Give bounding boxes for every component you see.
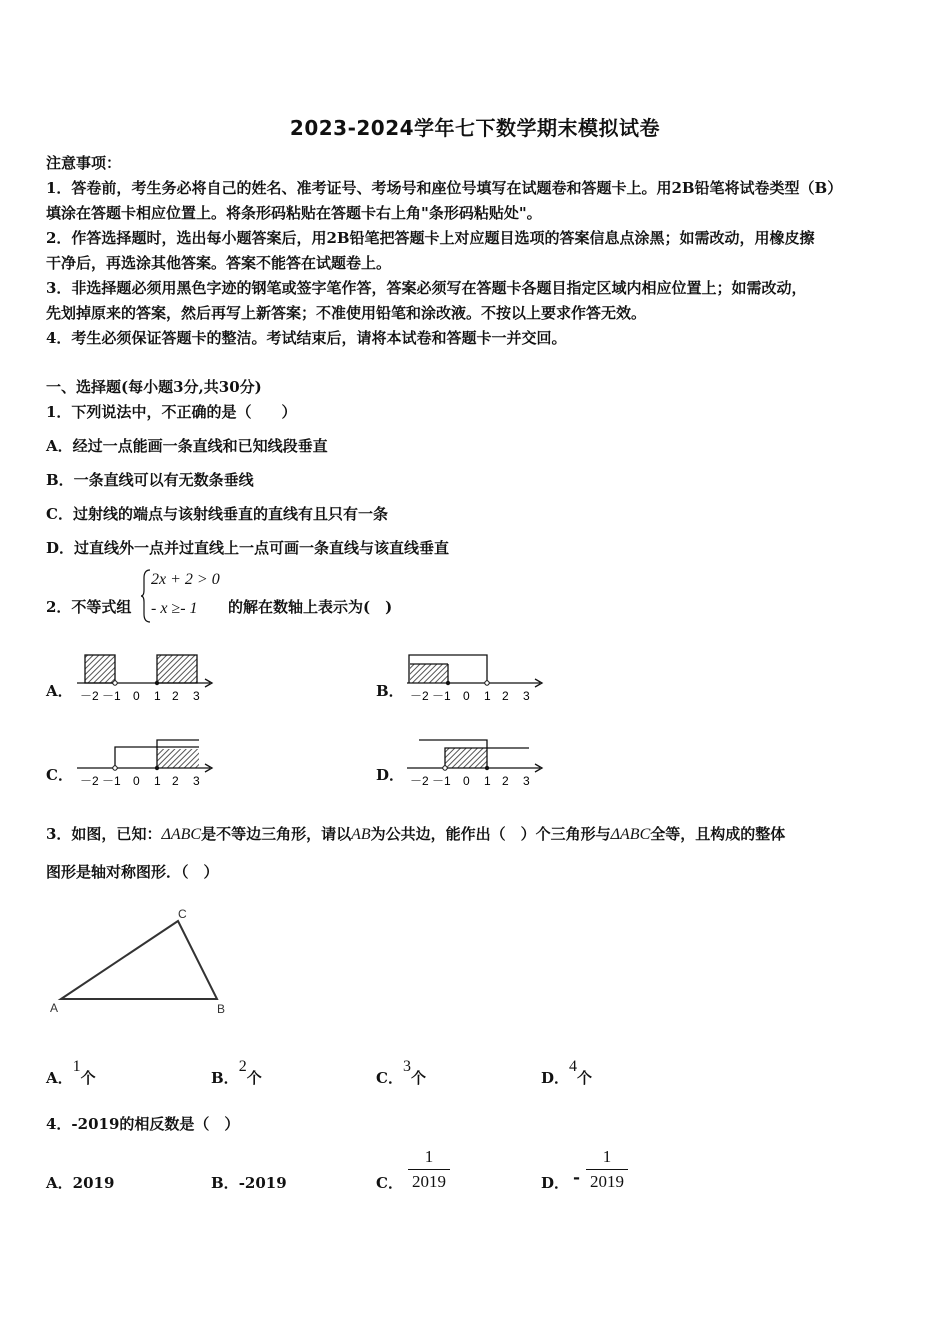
tick-label: －2 [80,689,99,703]
q4-option-a: A．2019 [46,1174,115,1192]
number-line-d [405,735,550,790]
q3-option-d: D．4个 [541,1058,593,1087]
vertex-b-label: B [217,1002,226,1016]
q1-option-d: D．过直线外一点并过直线上一点可画一条直线与该直线垂直 [46,539,450,557]
tick-label: －2 [80,774,99,788]
notice-line: 3．非选择题必须用黑色字迹的钢笔或签字笔作答，答案必须写在答题卡各题目指定区域内相应位置上；如需改动， [46,279,807,297]
tick-label: －1 [432,689,451,703]
notice-line: 1．答卷前，考生务必将自己的姓名、准考证号、考场号和座位号填写在试题卷和答题卡上。用2B铅笔将试卷类型（B） [46,179,843,197]
shaded-region [157,749,199,768]
tick-label: 3 [523,774,530,788]
question-3-line-2: 图形是轴对称图形．（ ） [46,863,219,881]
tick-label: 2 [172,689,179,703]
tick-label: 1 [484,774,491,788]
segment-ab: AB [351,826,371,843]
vertex-c-label: C [178,907,187,921]
question-4-stem: 4．-2019的相反数是（ ） [46,1115,240,1133]
triangle-figure [45,905,245,1020]
notice-line: 干净后，再选涂其他答案。答案不能答在试题卷上。 [46,254,392,272]
question-2-suffix: 的解在数轴上表示为( ) [228,598,393,616]
q2-option-c-label: C． [46,766,73,784]
open-point [485,681,489,685]
tick-label: 2 [502,689,509,703]
inequality-2: - x ≥- 1 [151,600,198,617]
tick-label: －1 [102,689,121,703]
q2-option-a-label: A． [46,682,73,700]
tick-label: 1 [154,689,161,703]
tick-label: 3 [523,689,530,703]
tick-label: 3 [193,774,200,788]
section-heading: 一、选择题(每小题3分,共30分) [46,378,262,396]
q2-option-d-label: D． [376,766,405,784]
tick-label: 0 [133,689,140,703]
tick-label: －2 [410,774,429,788]
tick-label: －2 [410,689,429,703]
tick-label: 3 [193,689,200,703]
notice-line: 2．作答选择题时，选出每小题答案后，用2B铅笔把答题卡上对应题目选项的答案信息点涂黑；如需改动，用橡皮擦 [46,229,815,247]
question-3-line-1: 3．如图，已知：ΔABC是不等边三角形，请以AB为公共边，能作出（ ）个三角形与ΔABC全等，且构成的整体 [46,825,786,843]
notice-line: 先划掉原来的答案，然后再写上新答案；不准使用铅笔和涂改液。不按以上要求作答无效。 [46,304,647,322]
fraction-d: 1 2019 [586,1146,628,1193]
negative-sign: - [573,1168,581,1188]
shaded-region [445,748,487,768]
closed-point [155,681,159,685]
q4-option-c-label: C． [376,1174,403,1192]
open-point [113,681,117,685]
shaded-region [85,655,115,683]
number-line-a [75,650,220,705]
q1-option-c: C．过射线的端点与该射线垂直的直线有且只有一条 [46,505,388,523]
closed-point [485,766,489,770]
closed-point [155,766,159,770]
fraction-c: 1 2019 [408,1146,450,1193]
question-2-prefix: 2．不等式组 [46,598,132,616]
q4-option-d-label: D． [541,1174,570,1192]
notice-heading: 注意事项： [46,154,122,172]
open-point [113,766,117,770]
tick-label: －1 [432,774,451,788]
open-point [443,766,447,770]
tick-label: 1 [484,689,491,703]
inequality-1: 2x + 2 > 0 [151,571,220,588]
closed-point [446,681,450,685]
q3-option-c: C．3个 [376,1058,426,1087]
tick-label: 1 [154,774,161,788]
notice-line: 填涂在答题卡相应位置上。将条形码粘贴在答题卡右上角"条形码粘贴处"。 [46,204,542,222]
notice-line: 4．考生必须保证答题卡的整洁。考试结束后，请将本试卷和答题卡一并交回。 [46,329,567,347]
tick-label: 0 [133,774,140,788]
q3-option-a: A．1个 [46,1058,96,1087]
triangle-abc-symbol: ΔABC [610,826,651,843]
shaded-region [410,664,448,683]
exam-title: 2023-2024学年七下数学期末模拟试卷 [289,116,661,140]
q2-option-b-label: B． [376,682,404,700]
q4-option-b: B．-2019 [211,1174,287,1192]
tick-label: －1 [102,774,121,788]
number-line-b [405,650,550,705]
vertex-a-label: A [50,1001,59,1015]
q1-option-b: B．一条直线可以有无数条垂线 [46,471,254,489]
question-1-stem: 1．下列说法中，不正确的是（ ） [46,403,297,421]
q1-option-a: A．经过一点能画一条直线和已知线段垂直 [46,437,328,455]
tick-label: 2 [172,774,179,788]
tick-label: 2 [502,774,509,788]
number-line-c [75,735,220,790]
triangle-abc [61,921,217,999]
tick-label: 0 [463,774,470,788]
q3-option-b: B．2个 [211,1058,262,1087]
triangle-abc-symbol: ΔABC [161,826,202,843]
tick-label: 0 [463,689,470,703]
shaded-region [157,655,197,683]
